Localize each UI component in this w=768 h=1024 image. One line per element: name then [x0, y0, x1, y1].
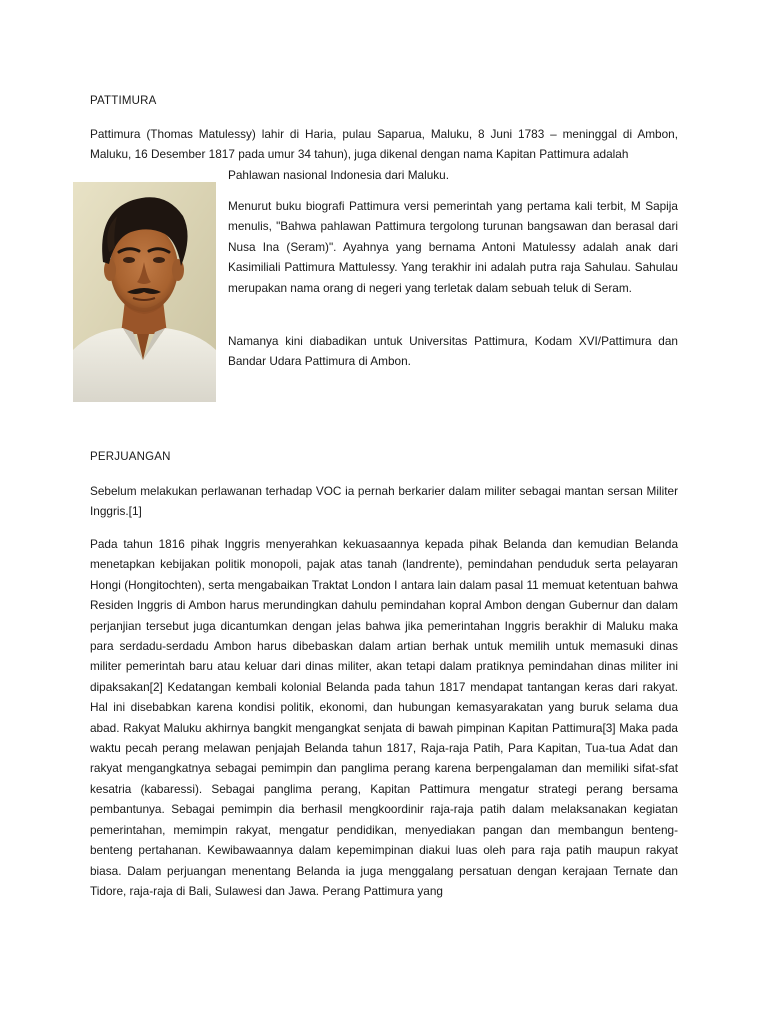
struggle-paragraph-1: Sebelum melakukan perlawanan terhadap VOC ia pernah berkarier dalam militer sebagai mantan sersan Militer Inggris.[1]: [90, 484, 678, 519]
biography-paragraph: Menurut buku biografi Pattimura versi pemerintah yang pertama kali terbit, M Sapija menulis, "Bahwa pahlawan Pattimura tergolong turunan bangsawan dan berasal dari Nusa Ina (Seram)". Ayahnya yang bernama Antoni Matulessy adalah anak dari Kasimiliali Pattimura Mattulessy. Yang terakhir ini adalah putra raja Sahulau. Sahulau merupakan nama orang di negeri yang terletak dalam sebuah teluk di Seram.: [228, 199, 678, 295]
section-heading-perjuangan: PERJUANGAN: [90, 451, 171, 463]
portrait-image: [73, 182, 216, 402]
intro-paragraph-continued: Pahlawan nasional Indonesia dari Maluku.: [228, 168, 450, 182]
legacy-paragraph: Namanya kini diabadikan untuk Universitas Pattimura, Kodam XVI/Pattimura dan Bandar Udara Pattimura di Ambon.: [228, 334, 678, 369]
intro-paragraph: Pattimura (Thomas Matulessy) lahir di Haria, pulau Saparua, Maluku, 8 Juni 1783 – meninggal di Ambon, Maluku, 16 Desember 1817 pada umur 34 tahun), juga dikenal dengan nama Kapitan Pattimura adalah: [90, 127, 678, 162]
page-title: PATTIMURA: [90, 95, 157, 107]
struggle-paragraph-2: Pada tahun 1816 pihak Inggris menyerahkan kekuasaannya kepada pihak Belanda dan kemudian Belanda menetapkan kebijakan politik monopoli, pajak atas tanah (landrente), pemindahan penduduk serta pelayaran Hongi (Hongitochten), serta mengabaikan Traktat London I antara lain dalam pasal 11 memuat ketentuan bahwa Residen Inggris di Ambon harus merundingkan dahulu pemindahan kopral Ambon dengan Gubernur dan dalam perjanjian tersebut juga dicantumkan dengan jelas bahwa jika pemerintahan Inggris berakhir di Maluku maka para serdadu-serdadu Ambon harus dibebaskan dalam artian berhak untuk memilih untuk memasuki dinas militer pemerintah baru atau keluar dari dinas militer, akan tetapi dalam pratiknya pemindahan dinas militer ini dipaksakan[2] Kedatangan kembali kolonial Belanda pada tahun 1817 mendapat tantangan keras dari rakyat. Hal ini disebabkan karena kondisi politik, ekonomi, dan hubungan kemasyarakatan yang buruk selama dua abad. Rakyat Maluku akhirnya bangkit mengangkat senjata di bawah pimpinan Kapitan Pattimura[3] Maka pada waktu pecah perang melawan penjajah Belanda tahun 1817, Raja-raja Patih, Para Kapitan, Tua-tua Adat dan rakyat mengangkatnya sebagai pemimpin dan panglima perang karena berpengalaman dan memiliki sifat-sfat kesatria (kabaressi). Sebagai panglima perang, Kapitan Pattimura mengatur strategi perang bersama pembantunya. Sebagai pemimpin dia berhasil mengkoordinir raja-raja patih dalam melaksanakan kegiatan pemerintahan, memimpin rakyat, mengatur pendidikan, menyediakan pangan dan membangun benteng-benteng pertahanan. Kewibawaannya dalam kepemimpinan diakui luas oleh para raja patih maupun rakyat biasa. Dalam perjuangan menentang Belanda ia juga menggalang persatuan dengan kerajaan Ternate dan Tidore, raja-raja di Bali, Sulawesi dan Jawa. Perang Pattimura yang: [90, 537, 678, 898]
